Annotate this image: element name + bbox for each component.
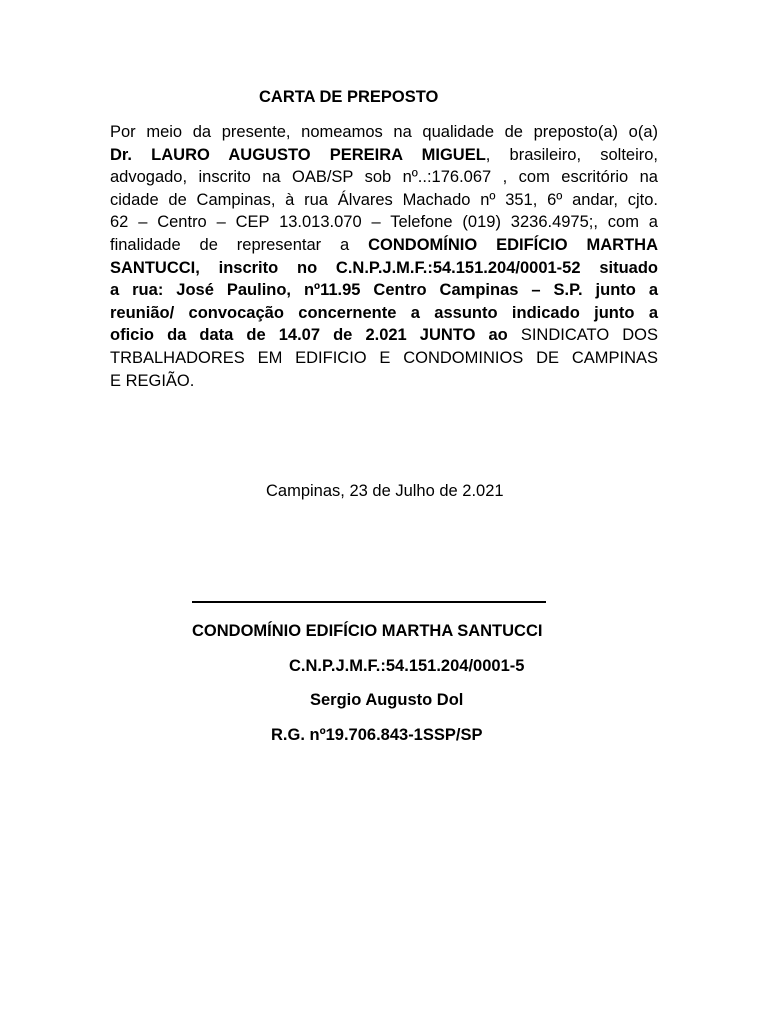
document-title: CARTA DE PREPOSTO [259,88,439,106]
paragraph-line [110,189,658,212]
paragraph-line [110,121,658,144]
signature-line [192,601,546,603]
text-run: TRBALHADORES EM EDIFICIO E CONDOMINIOS DE CAMPINAS [110,348,658,367]
text-run-bold: oficio da data de 14.07 de 2.021 JUNTO ao [110,326,508,345]
paragraph-line [110,257,658,280]
text-run: E REGIÃO. [110,371,195,390]
text-run: Por meio da presente, nomeamos na qualidade de preposto(a) o(a) [110,123,658,141]
text-run: advogado, inscrito na OAB/SP sob nº..:176.067 , com escritório na [110,168,658,187]
paragraph-line [110,347,658,370]
paragraph-line [110,211,658,234]
paragraph-line [110,302,658,325]
text-run: , brasileiro, solteiro, [485,145,658,164]
text-run: cidade de Campinas, à rua Álvares Machado nº 351, 6º andar, cjto. [110,190,658,209]
text-run-bold: Dr. LAURO AUGUSTO PEREIRA MIGUEL [110,145,486,164]
date-line: Campinas, 23 de Julho de 2.021 [266,482,504,500]
body-paragraph [110,121,658,392]
text-run-bold: reunião/ convocação concernente a assunto indicado junto a [110,303,658,322]
signature-rg: R.G. nº19.706.843-1SSP/SP [271,726,483,744]
text-run-bold: CONDOMÍNIO EDIFÍCIO MARTHA [368,235,658,254]
signature-cnpj: C.N.P.J.M.F.:54.151.204/0001-5 [289,657,525,675]
paragraph-line [110,324,658,347]
text-run-bold: SANTUCCI, inscrito no C.N.P.J.M.F.:54.151.204/0001-52 situado [110,258,658,277]
paragraph-line [110,166,658,189]
signature-name: Sergio Augusto Dol [310,691,464,709]
signature-company: CONDOMÍNIO EDIFÍCIO MARTHA SANTUCCI [192,622,543,640]
text-run-bold: a rua: José Paulino, nº11.95 Centro Campinas – S.P. junto a [110,281,658,300]
paragraph-line [110,370,658,393]
text-run: 62 – Centro – CEP 13.013.070 – Telefone (019) 3236.4975;, com a [110,213,658,232]
paragraph-line [110,144,658,167]
text-run: SINDICATO DOS [507,326,658,345]
paragraph-line [110,234,658,257]
text-run: finalidade de representar a [110,235,369,254]
paragraph-line [110,279,658,302]
